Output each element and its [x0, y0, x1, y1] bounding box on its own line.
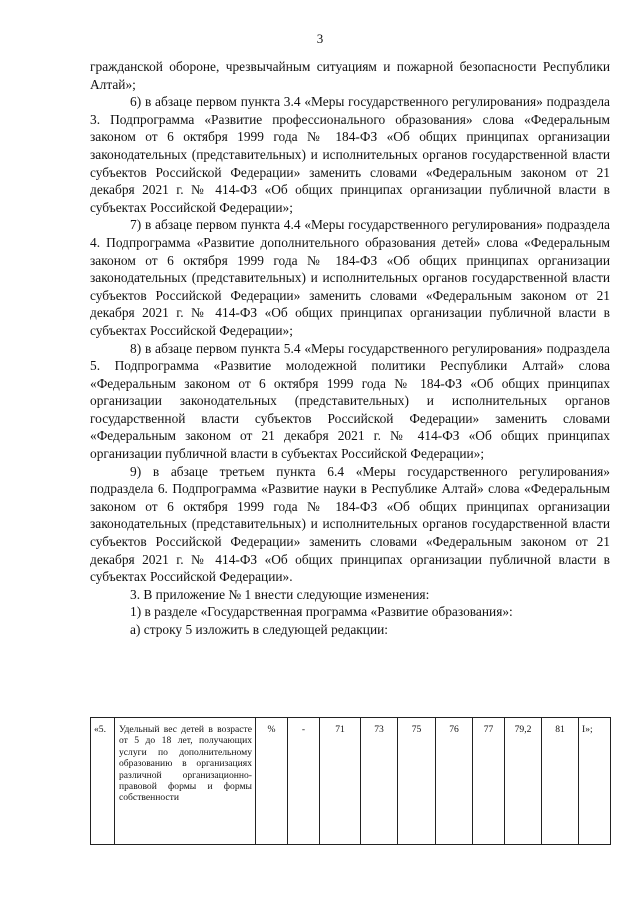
paragraph-item-6: 6) в абзаце первом пункта 3.4 «Меры государственного регулирования» подраздела 3. Подпрограмма «Развитие профессионального образования» слова «Федеральным законом от 6 октября 1999 года № 184-ФЗ «Об общих принципах организации законодательных (представительных) и исполнительных органов государственной власти субъектов Российской Федерации» заменить словами «Федеральным законом от 21 декабря 2021 г. № 414-ФЗ «Об общих принципах организации публичной власти в субъектах Российской Федерации»; [90, 94, 610, 215]
value-cell-2: 71 [320, 718, 361, 845]
value-cell-8: 81 [542, 718, 579, 845]
paragraph-appendix-changes: 3. В приложение № 1 внести следующие изменения: [130, 586, 430, 602]
value-cell-3: 73 [361, 718, 398, 845]
value-cell-1: - [288, 718, 320, 845]
indicator-description-cell: Удельный вес детей в возрасте от 5 до 18 лет, получающих услуги по дополнительному образованию в организациях различной организационно-правовой формы и формы собственности [115, 718, 256, 845]
document-body [90, 58, 610, 639]
unit-cell: % [256, 718, 288, 845]
paragraph-item-8: 8) в абзаце первом пункта 5.4 «Меры государственного регулирования» подраздела 5. Подпрограмма «Развитие молодежной политики Республики Алтай» слова «Федеральным законом от 6 октября 1999 года № 184-ФЗ «Об общих принципах организации законодательных (представительных) и исполнительных органов государственной власти субъектов Российской Федерации» заменить словами «Федеральным законом от 21 декабря 2021 г. № 414-ФЗ «Об общих принципах организации публичной власти в субъектах Российской Федерации»; [90, 340, 610, 462]
paragraph-item-9: 9) в абзаце третьем пункта 6.4 «Меры государственного регулирования» подраздела 6. Подпрограмма «Развитие науки в Республике Алтай» слова «Федеральным законом от 6 октября 1999 года № 184-ФЗ «Об общих принципах организации законодательных (представительных) и исполнительных органов государственной власти субъектов Российской Федерации» заменить словами «Федеральным законом от 21 декабря 2021 г. № 414-ФЗ «Об общих принципах организации публичной власти в субъектах Российской Федерации». [90, 463, 610, 585]
value-cell-7: 79,2 [505, 718, 542, 845]
row-number-cell: «5. [91, 718, 115, 845]
amendment-table [90, 717, 611, 845]
paragraph-item-7: 7) в абзаце первом пункта 4.4 «Меры государственного регулирования» подраздела 4. Подпрограмма «Развитие дополнительного образования детей» слова «Федеральным законом от 6 октября 1999 года № 184-ФЗ «Об общих принципах организации законодательных (представительных) и исполнительных органов государственной власти субъектов Российской Федерации» заменить словами «Федеральным законом от 21 декабря 2021 г. № 414-ФЗ «Об общих принципах организации публичной власти в субъектах Российской Федерации»; [90, 217, 610, 338]
value-cell-9: I»; [579, 718, 611, 845]
value-cell-5: 76 [436, 718, 473, 845]
page-number: 3 [316, 31, 324, 46]
paragraph-section-program: 1) в разделе «Государственная программа «Развитие образования»: [130, 604, 513, 620]
value-cell-6: 77 [473, 718, 505, 845]
paragraph-row-5-replace: а) строку 5 изложить в следующей редакции: [130, 622, 389, 637]
paragraph-continuation: гражданской обороне, чрезвычайным ситуациям и пожарной безопасности Республики Алтай»; [90, 59, 610, 92]
table-row [91, 718, 611, 845]
value-cell-4: 75 [398, 718, 436, 845]
